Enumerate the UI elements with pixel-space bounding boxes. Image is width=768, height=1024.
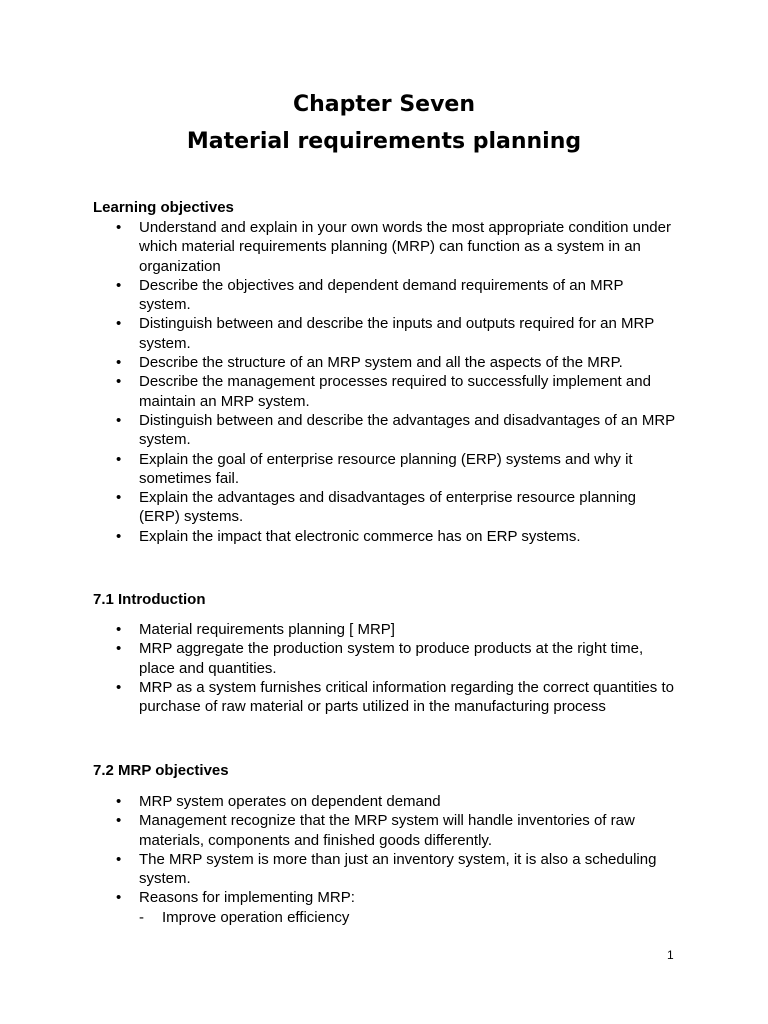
introduction-heading: 7.1 Introduction bbox=[93, 591, 206, 608]
list-item bbox=[0, 527, 679, 546]
sublist-item-text: Improve operation efficiency bbox=[162, 908, 350, 926]
list-item-text: Material requirements planning [ MRP] bbox=[139, 621, 395, 638]
list-item-text: Describe the management processes required to successfully implement and maintain an MRP system. bbox=[139, 373, 651, 410]
bullet-icon: • bbox=[116, 527, 122, 545]
bullet-icon: • bbox=[116, 812, 122, 830]
bullet-icon: • bbox=[116, 411, 122, 429]
list-item bbox=[0, 314, 679, 353]
list-item-text: MRP aggregate the production system to produce products at the right time, place and quantities. bbox=[139, 640, 644, 677]
list-item-text: Management recognize that the MRP system will handle inventories of raw materials, components and finished goods differently. bbox=[139, 812, 635, 849]
bullet-icon: • bbox=[116, 354, 122, 372]
bullet-icon: • bbox=[116, 678, 122, 696]
list-item-text: Reasons for implementing MRP: bbox=[139, 889, 355, 907]
list-item-text: Distinguish between and describe the advantages and disadvantages of an MRP system. bbox=[139, 411, 675, 449]
list-item bbox=[0, 678, 679, 717]
learning-objectives-heading: Learning objectives bbox=[93, 199, 234, 216]
bullet-icon: • bbox=[116, 315, 122, 333]
list-item bbox=[0, 218, 679, 276]
list-item bbox=[0, 488, 679, 527]
reasons-sublist bbox=[139, 908, 679, 927]
list-item bbox=[0, 353, 679, 372]
list-item bbox=[0, 620, 679, 639]
bullet-icon: • bbox=[116, 219, 122, 236]
learning-objectives-list bbox=[0, 218, 768, 546]
mrp-objectives-heading: 7.2 MRP objectives bbox=[93, 762, 229, 779]
bullet-icon: • bbox=[116, 793, 122, 810]
bullet-icon: • bbox=[116, 373, 122, 391]
list-item bbox=[0, 411, 679, 450]
mrp-objectives-list bbox=[0, 792, 768, 927]
list-item-text: Explain the goal of enterprise resource planning (ERP) systems and why it sometimes fail. bbox=[139, 450, 633, 487]
list-item bbox=[0, 792, 679, 811]
list-item-text: The MRP system is more than just an inventory system, it is also a scheduling system. bbox=[139, 850, 657, 888]
sublist-item bbox=[139, 908, 679, 927]
bullet-icon: • bbox=[116, 640, 122, 658]
list-item-text: Explain the impact that electronic commerce has on ERP systems. bbox=[139, 527, 581, 545]
list-item-text: Explain the advantages and disadvantages of enterprise resource planning (ERP) systems. bbox=[139, 489, 637, 526]
bullet-icon: • bbox=[116, 489, 122, 507]
bullet-icon: • bbox=[116, 889, 122, 907]
list-item bbox=[0, 811, 679, 850]
list-item-text: MRP system operates on dependent demand bbox=[139, 793, 441, 810]
list-item-text: Understand and explain in your own words the most appropriate condition under which material requirements planning (MRP) can function as a system in an organization bbox=[139, 219, 671, 275]
list-item-text: Describe the objectives and dependent demand requirements of an MRP system. bbox=[139, 276, 624, 314]
list-item-text: MRP as a system furnishes critical information regarding the correct quantities to purchase of raw material or parts utilized in the manufacturing process bbox=[139, 678, 674, 716]
bullet-icon: • bbox=[116, 450, 122, 468]
list-item bbox=[0, 276, 679, 315]
bullet-icon: • bbox=[116, 621, 122, 638]
bullet-icon: • bbox=[116, 276, 122, 294]
chapter-title: Chapter Seven bbox=[292, 92, 476, 117]
list-item bbox=[0, 372, 679, 411]
introduction-list bbox=[0, 620, 768, 716]
list-item bbox=[0, 450, 679, 489]
dash-icon: - bbox=[139, 908, 144, 926]
bullet-icon: • bbox=[116, 850, 122, 868]
chapter-subtitle: Material requirements planning bbox=[186, 129, 582, 154]
page-number: 1 bbox=[667, 948, 674, 962]
list-item bbox=[0, 639, 679, 678]
list-item bbox=[0, 888, 679, 927]
list-item bbox=[0, 850, 679, 889]
list-item-text: Distinguish between and describe the inputs and outputs required for an MRP system. bbox=[139, 315, 655, 352]
list-item-text: Describe the structure of an MRP system and all the aspects of the MRP. bbox=[139, 354, 623, 372]
